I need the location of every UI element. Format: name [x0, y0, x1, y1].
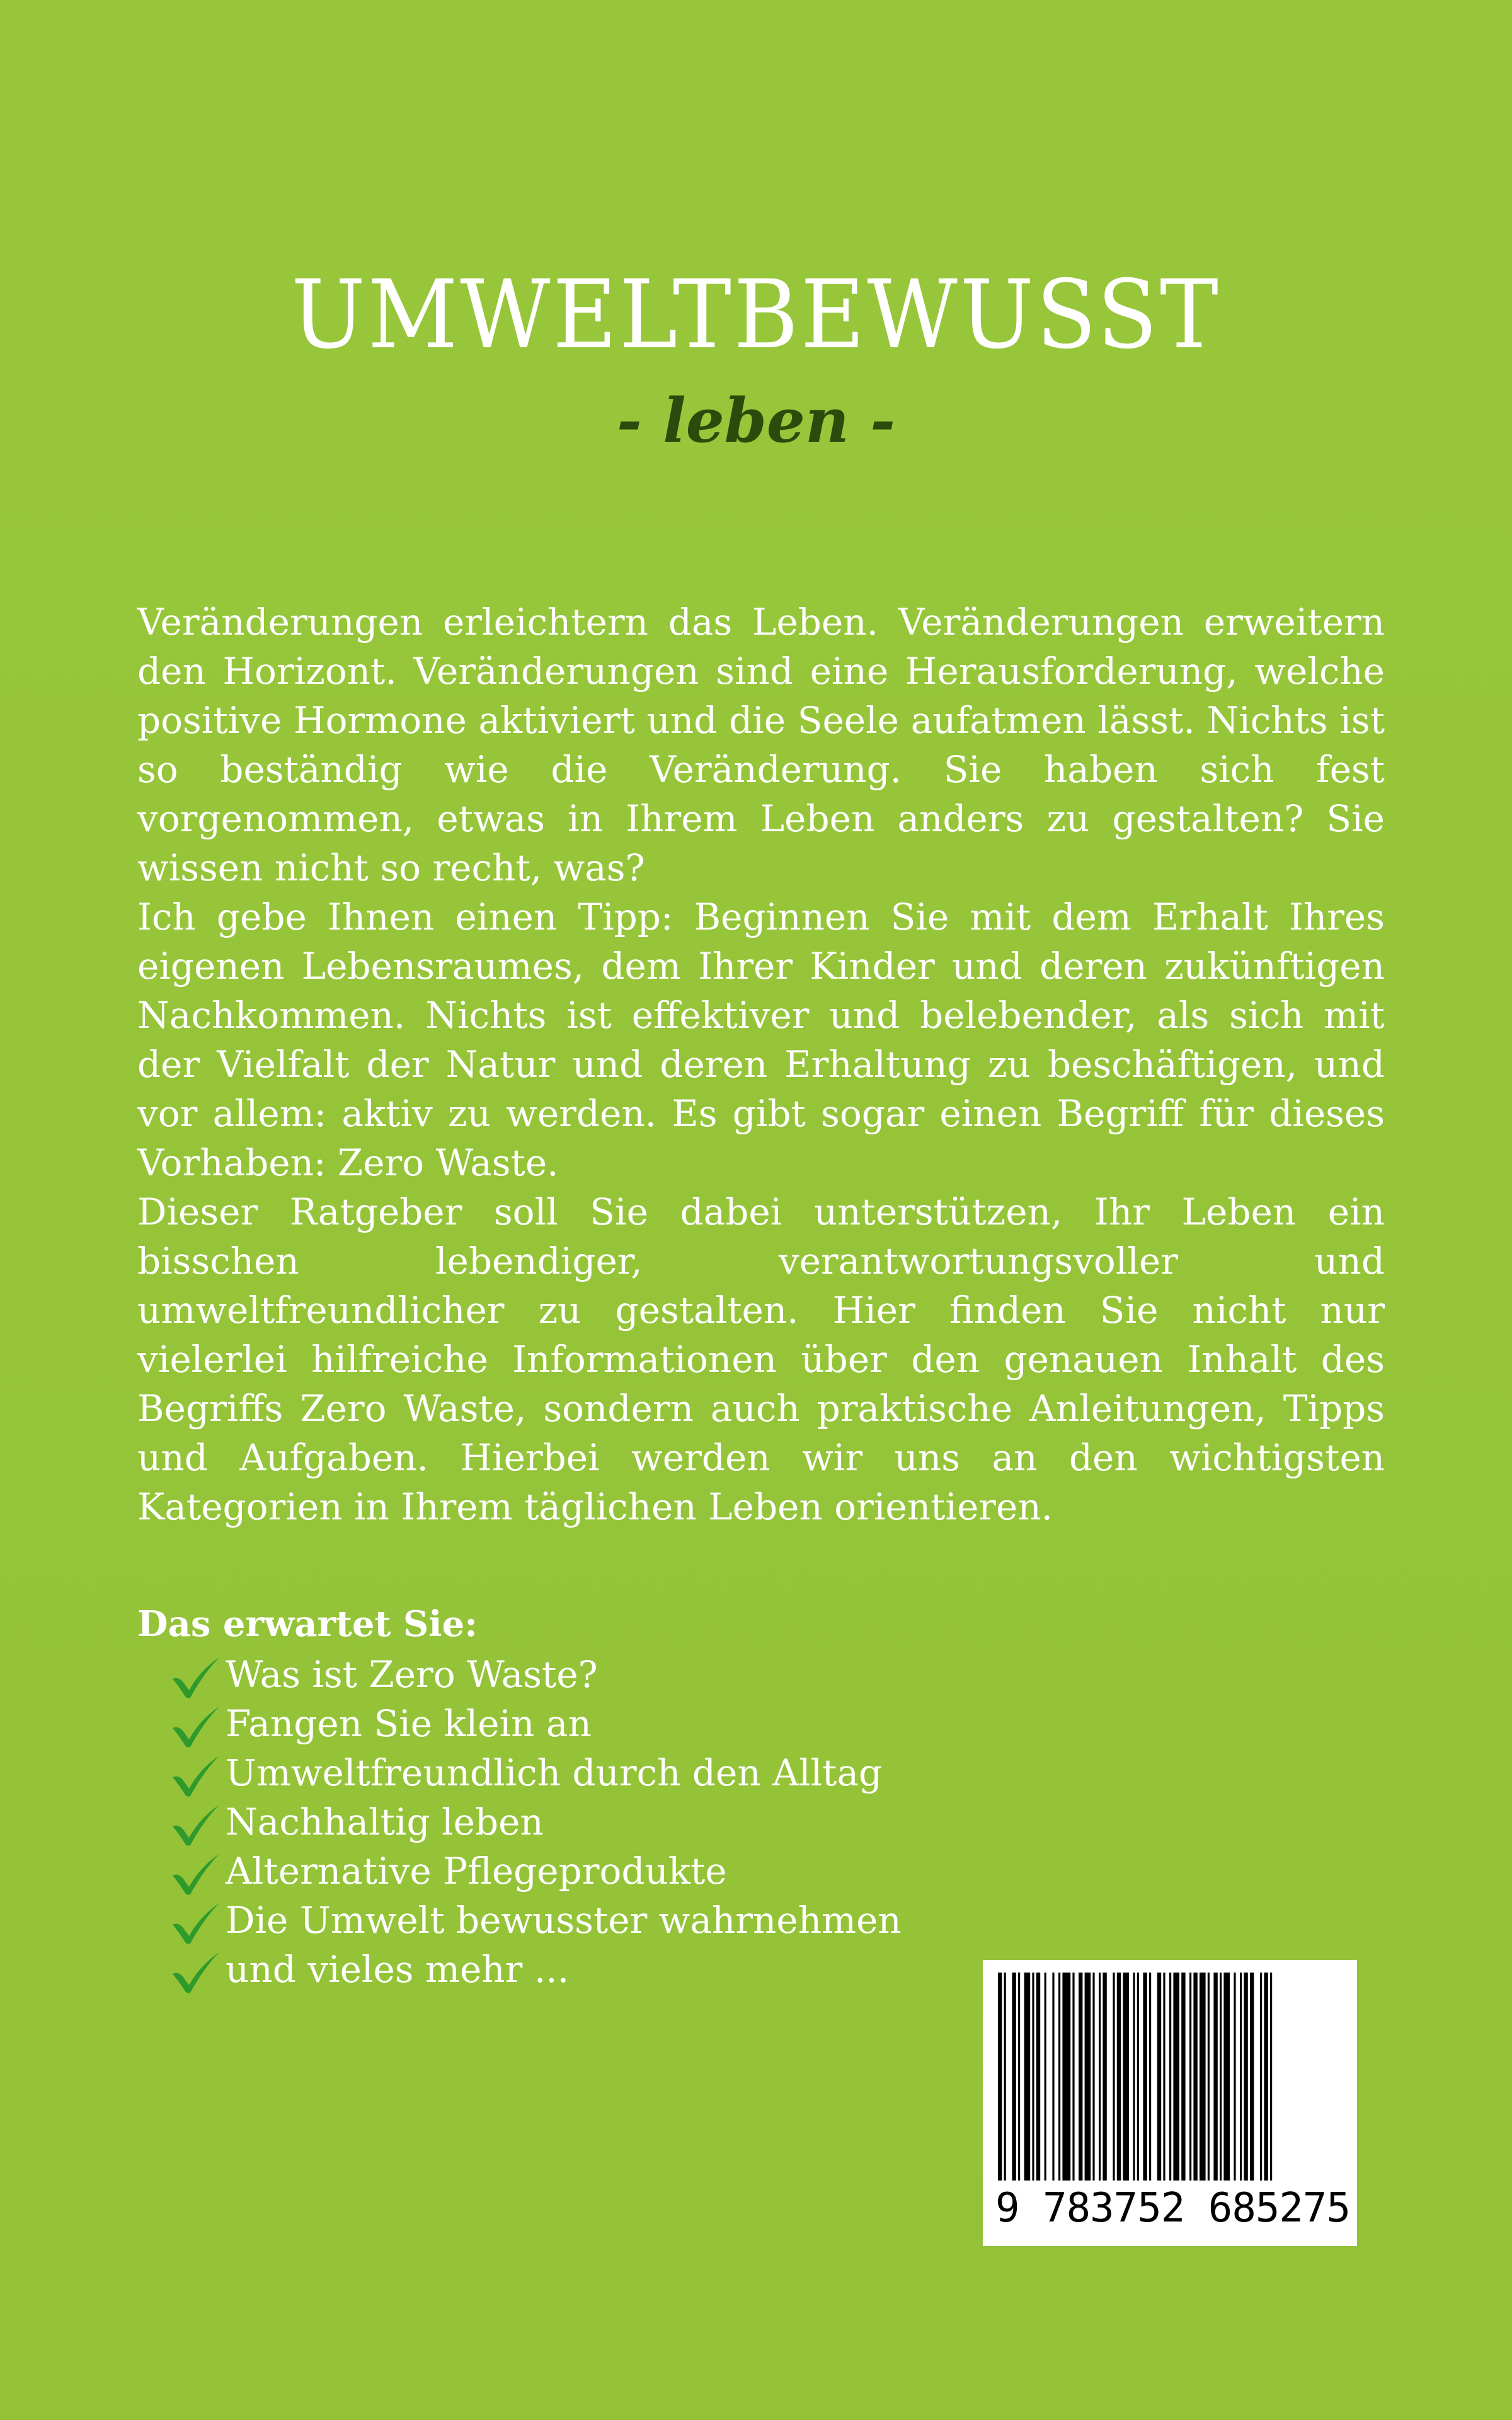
- barcode-bar: [1189, 1973, 1191, 2181]
- barcode-bar: [1036, 1973, 1040, 2181]
- barcode-bar: [1092, 1973, 1094, 2181]
- list-item: [169, 1699, 902, 1748]
- barcode-bar: [1012, 1973, 1016, 2181]
- barcode-bar: [1181, 1973, 1185, 2181]
- barcode-bar: [1157, 1973, 1161, 2181]
- barcode-bar: [1240, 1973, 1242, 2181]
- barcode-bar: [1102, 1973, 1106, 2181]
- barcode-bar: [1052, 1973, 1054, 2181]
- barcode-bar: [1220, 1973, 1222, 2181]
- barcode-bar: [998, 1973, 1002, 2181]
- barcode-bar: [1099, 1973, 1101, 2181]
- barcode-bar: [1133, 1973, 1135, 2181]
- barcode-bar: [1208, 1973, 1210, 2181]
- list-item: [169, 1748, 902, 1797]
- barcode-bar: [1123, 1973, 1129, 2181]
- list-item-label: Was ist Zero Waste?: [226, 1653, 598, 1696]
- barcode-bar: [1024, 1973, 1031, 2181]
- check-icon: [169, 1850, 222, 1896]
- barcode-bar: [1085, 1973, 1091, 2181]
- list-item-label: Die Umwelt bewusster wahrnehmen: [226, 1899, 902, 1942]
- barcode-bar: [1113, 1973, 1114, 2181]
- list-item-label: und vieles mehr ...: [226, 1948, 570, 1991]
- book-title: UMWELTBEWUSST: [291, 260, 1221, 370]
- barcode-bar: [1270, 1973, 1272, 2181]
- barcode-bar: [1200, 1973, 1206, 2181]
- barcode-bar: [1213, 1973, 1217, 2181]
- barcode-bar: [1234, 1973, 1235, 2181]
- barcode-bar: [1117, 1973, 1121, 2181]
- check-icon: [169, 1654, 222, 1699]
- list-item-label: Alternative Pflegeprodukte: [226, 1850, 727, 1893]
- check-icon: [169, 1949, 222, 1994]
- list-item: [169, 1896, 902, 1945]
- list-item: [169, 1650, 902, 1699]
- barcode-bar: [1193, 1973, 1197, 2181]
- barcode-bar: [1143, 1973, 1147, 2181]
- barcode-bar: [1250, 1973, 1254, 2181]
- barcode-bars: [998, 1973, 1342, 2181]
- barcode-bar: [1058, 1973, 1060, 2181]
- barcode-bar: [1260, 1973, 1262, 2181]
- barcode-bar: [1045, 1973, 1046, 2181]
- list-item: [169, 1847, 902, 1896]
- isbn-barcode: [983, 1960, 1357, 2246]
- blurb-paragraph: Ich gebe Ihnen einen Tipp: Beginnen Sie mit dem Erhalt Ihres eigenen Lebensraumes, dem Ihrer Kinder und deren zukünftigen Nachkommen. Nichts ist effektiver und belebender, als sich mit der Vielfalt der Natur und deren Erhaltung zu beschäftigen, und vor allem: aktiv zu werden. Es gibt sogar einen Begriff für dieses Vorhaben: Zero Waste.: [137, 896, 1385, 1184]
- barcode-bar: [1244, 1973, 1247, 2181]
- isbn-number: 9 783752 685275: [995, 2185, 1350, 2232]
- list-item-label: Umweltfreundlich durch den Alltag: [226, 1751, 883, 1794]
- barcode-bar: [1072, 1973, 1074, 2181]
- barcode-bar: [1004, 1973, 1006, 2181]
- expect-heading: Das erwartet Sie:: [137, 1603, 478, 1645]
- blurb-paragraph: Dieser Ratgeber soll Sie dabei unterstützen, Ihr Leben ein bisschen lebendiger, verantwortungsvoller und umweltfreundlicher zu gestalten. Hier finden Sie nicht nur vielerlei hilfreiche Informationen über den genauen Inhalt des Begriffs Zero Waste, sondern auch praktische Anleitungen, Tipps und Aufgaben. Hierbei werden wir uns an den wichtigsten Kategorien in Ihrem täglichen Leben orientieren.: [137, 1190, 1385, 1528]
- list-item-label: Fangen Sie klein an: [226, 1702, 592, 1745]
- barcode-bar: [1062, 1973, 1070, 2181]
- blurb: [137, 597, 1385, 1531]
- book-subtitle: - leben -: [616, 385, 896, 456]
- barcode-bar: [1032, 1973, 1034, 2181]
- check-icon: [169, 1899, 222, 1945]
- checklist: [169, 1650, 902, 1994]
- barcode-bar: [1137, 1973, 1139, 2181]
- check-icon: [169, 1703, 222, 1748]
- barcode-bar: [1169, 1973, 1171, 2181]
- barcode-bar: [1264, 1973, 1268, 2181]
- list-item-label: Nachhaltig leben: [226, 1801, 544, 1843]
- barcode-bar: [1173, 1973, 1179, 2181]
- barcode-bar: [1018, 1973, 1020, 2181]
- list-item: [169, 1945, 902, 1994]
- barcode-bar: [1079, 1973, 1082, 2181]
- check-icon: [169, 1801, 222, 1847]
- barcode-bar: [1149, 1973, 1151, 2181]
- list-item: [169, 1797, 902, 1847]
- barcode-bar: [1163, 1973, 1165, 2181]
- barcode-bar: [1223, 1973, 1230, 2181]
- blurb-paragraph: Veränderungen erleichtern das Leben. Veränderungen erweitern den Horizont. Veränderungen sind eine Herausforderung, welche positive Hormone aktiviert und die Seele aufatmen lässt. Nichts ist so beständig wie die Veränderung. Sie haben sich fest vorgenommen, etwas in Ihrem Leben anders zu gestalten? Sie wissen nicht so recht, was?: [137, 601, 1385, 889]
- check-icon: [169, 1752, 222, 1797]
